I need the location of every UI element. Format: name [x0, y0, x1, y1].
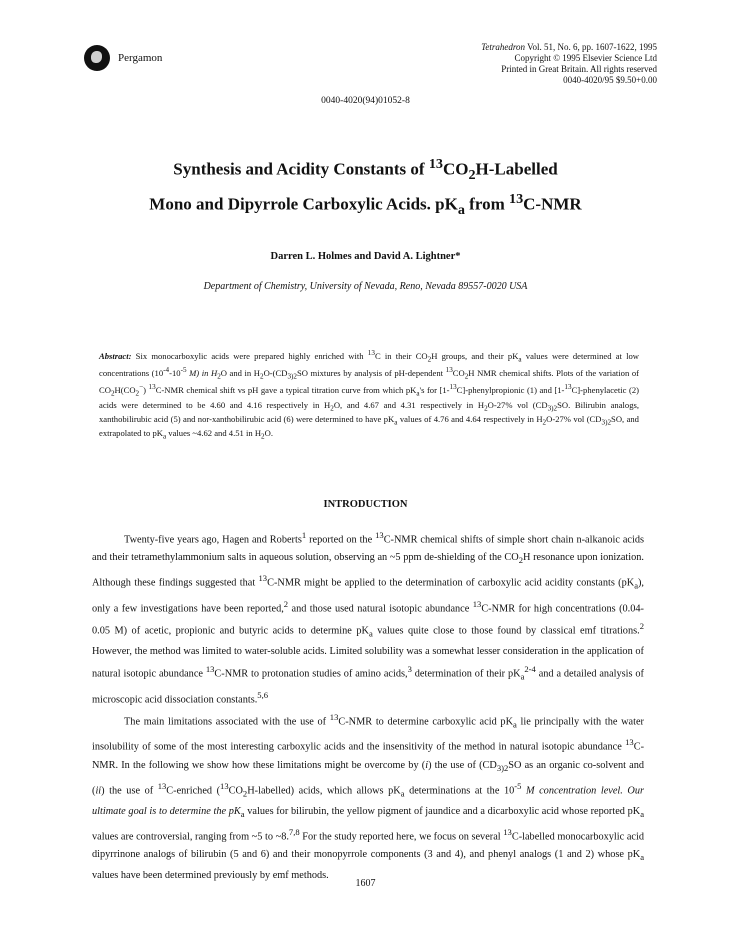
- paragraph-2: The main limitations associated with the use of $^{13}$C-NMR to determine carboxylic acid $pK_a$ lie principally with the water insolubility of some of the most interesting carboxylic acids and the insensitivity of the method in natural isotopic abundance $^{13}$C-NMR. In the following we show how these limitations might be overcome by (i) the use of ($CD_{3)2}SO$ as an organic co-solvent and (ii) the use of $^{13}$C-enriched $(^{13}CO_2H-labelled)$ acids, which allows $pK_a$ determinations at the $10^{-5}$ M concentration level. Our ultimate goal is to determine the $pK_a$ values for bilirubin, the yellow pigment of jaundice and a dicarboxylic acid whose reported $pK_a$ values are controversial, ranging from ~5 to ~8.$^{7,8}$ For the study reported here, we focus on several $^{13}$C-labelled monocarboxylic acid dipyrrinone analogs of bilirubin (5 and 6) and their monopyrrole components (3 and 4), and phenyl analogs (1 and 2) whose $pK_a$ values have been determined previously by emf methods.: [92, 711, 645, 882]
- title-line-1: Synthesis and Acidity Constants of $^{13}CO_2H$-Labelled: [173, 156, 558, 184]
- copyright-line: Copyright © 1995 Elsevier Science Ltd: [514, 53, 657, 63]
- page-number: 1607: [355, 878, 376, 889]
- publisher-name: Pergamon: [118, 52, 163, 64]
- issn-line: 0040-4020/95 $9.50+0.00: [563, 75, 657, 85]
- journal-name: Tetrahedron: [481, 42, 526, 52]
- abstract: Abstract: Six monocarboxylic acids were prepared highly enriched with $^{13}$C in their $CO_2H$ groups, and their $pK_a$ values were determined at low concentrations ($10^{-4}-10^{-5}$ M) in $H_2O$ and in $H_2O-(CD_{3)2}SO$ mixtures by analysis of pH-dependent $^{13}CO_2H$ NMR chemical shifts. Plots of the variation of $CO_2H(CO_2^-)$ $^{13}$C-NMR chemical shift vs pH gave a typical titration curve from which $pK_a's$ for [1-$^{13}$C]-phenylpropionic (1) and [1-$^{13}$C]-phenylacetic (2) acids were determined to be 4.60 and 4.16 respectively in $H_2O$, and 4.67 and 4.31 respectively in $H_2O-27\%$ vol ($CD_{3)2}SO$. Bilirubin analogs, xanthobilirubic acid (5) and nor-xanthobilirubic acid (6) were determined to have $pK_a$ values of 4.76 and 4.64 respectively in $H_2O-27\%$ vol ($CD_{3)2}SO$, and extrapolated to $pK_a$ values ~4.62 and 4.51 in $H_2O$.: [99, 349, 640, 441]
- journal-info: [481, 42, 657, 86]
- journal-citation: [481, 42, 657, 53]
- body-text: [92, 527, 644, 885]
- title-line-2: Mono and Dipyrrole Carboxylic Acids. $pK_a$ from $^{13}$C-NMR: [149, 191, 582, 219]
- journal-volume: Vol. 51, No. 6, pp. 1607-1622, 1995: [525, 42, 657, 52]
- pergamon-logo-icon: [84, 45, 110, 71]
- authors: Darren L. Holmes and David A. Lightner*: [270, 251, 461, 262]
- abstract-label: Abstract:: [99, 350, 132, 361]
- introduction-heading: INTRODUCTION: [323, 499, 408, 510]
- printed-line: Printed in Great Britain. All rights reserved: [501, 64, 657, 74]
- publisher-block: [84, 45, 162, 71]
- paragraph-1: Twenty-five years ago, Hagen and Roberts$^1$ reported on the $^{13}$C-NMR chemical shifts of simple short chain n-alkanoic acids and their tetramethylammonium salts in aqueous solution, observing an ~5 ppm de-shielding of the $CO_2H$ resonance upon ionization. Although these findings suggested that $^{13}$C-NMR might be applied to the determination of carboxylic acid acidity constants $(pK_a)$, only a few investigations have been reported,$^2$ and those used natural isotopic abundance $^{13}$C-NMR for high concentrations (0.04-0.05 M) of acetic, propionic and butyric acids to determine $pK_a$ values quite close to those found by classical emf titrations.$^2$ However, the method was limited to water-soluble acids. Limited solubility was a somewhat lesser consideration in the application of natural isotopic abundance $^{13}$C-NMR to protonation studies of amino acids,$^3$ determination of their $pK_a^{2-4}$ and a detailed analysis of microscopic acid dissociation constants.$^{5,6}$: [92, 530, 645, 706]
- affiliation: Department of Chemistry, University of Nevada, Reno, Nevada 89557-0020 USA: [203, 281, 528, 292]
- doi-line: 0040-4020(94)01052-8: [321, 96, 410, 106]
- paper-title: [60, 152, 671, 222]
